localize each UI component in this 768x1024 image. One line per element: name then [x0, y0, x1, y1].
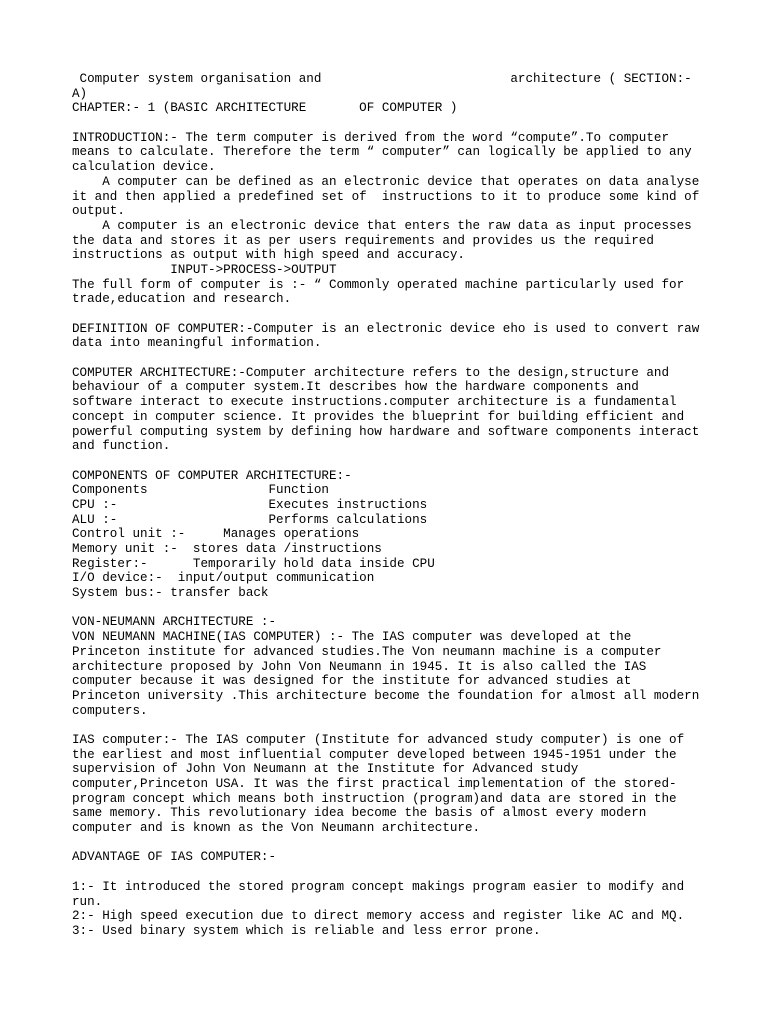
- text-line: DEFINITION OF COMPUTER:-Computer is an electronic device eho is used to convert raw: [72, 321, 700, 336]
- text-line: computers.: [72, 703, 148, 718]
- paragraph-gap: [72, 454, 712, 469]
- text-line: powerful computing system by defining how hardware and software components interact: [72, 424, 700, 439]
- text-line: behaviour of a computer system.It describes how the hardware components and: [72, 380, 639, 395]
- text-line: CPU :- Executes instructions: [72, 497, 428, 512]
- text-line: trade,education and research.: [72, 292, 292, 307]
- text-line: 1:- It introduced the stored program concept makings program easier to modify and: [72, 879, 685, 894]
- text-line: The full form of computer is :- “ Commonly operated machine particularly used for: [72, 277, 685, 292]
- text-line: Control unit :- Manages operations: [72, 527, 360, 542]
- text-line: A): [72, 86, 88, 101]
- text-line: data into meaningful information.: [72, 336, 322, 351]
- ias-computer-section: [72, 733, 712, 836]
- text-line: the data and stores it as per users requirements and provides us the required: [72, 233, 654, 248]
- text-line: CHAPTER:- 1 (BASIC ARCHITECTURE OF COMPUTER ): [72, 101, 458, 116]
- text-line: Princeton institute for advanced studies.The Von neumann machine is a computer: [72, 644, 662, 659]
- text-line: I/O device:- input/output communication: [72, 571, 375, 586]
- components-section: [72, 469, 712, 601]
- paragraph-gap: [72, 601, 712, 616]
- text-line: COMPONENTS OF COMPUTER ARCHITECTURE:-: [72, 468, 352, 483]
- computer-architecture-section: [72, 366, 712, 454]
- text-line: ALU :- Performs calculations: [72, 512, 428, 527]
- text-line: same memory. This revolutionary idea become the basis of almost every modern: [72, 806, 647, 821]
- paragraph-gap: [72, 116, 712, 131]
- paragraph-gap: [72, 865, 712, 880]
- text-line: output.: [72, 204, 125, 219]
- advantage-heading-section: [72, 850, 712, 865]
- text-line: 3:- Used binary system which is reliable and less error prone.: [72, 923, 541, 938]
- von-neumann-section: [72, 615, 712, 718]
- text-line: computer,Princeton USA. It was the first practical implementation of the stored-: [72, 777, 677, 791]
- text-line: VON NEUMANN MACHINE(IAS COMPUTER) :- The IAS computer was developed at the: [72, 630, 632, 645]
- document-page: [72, 72, 712, 939]
- text-line: it and then applied a predefined set of instructions to it to produce some kind of: [72, 189, 700, 204]
- text-line: Components Function: [72, 483, 329, 498]
- text-line: software interact to execute instructions.computer architecture is a fundamental: [72, 395, 677, 410]
- text-line: computer and is known as the Von Neumann architecture.: [72, 821, 481, 836]
- paragraph-gap: [72, 351, 712, 366]
- paragraph-gap: [72, 836, 712, 851]
- text-line: COMPUTER ARCHITECTURE:-Computer architecture refers to the design,structure and: [72, 365, 670, 380]
- advantages-list-section: [72, 880, 712, 939]
- text-line: run.: [72, 894, 103, 909]
- text-line: calculation device.: [72, 160, 216, 175]
- paragraph-gap: [72, 307, 712, 322]
- text-line: VON-NEUMANN ARCHITECTURE :-: [72, 615, 277, 630]
- text-line: architecture proposed by John Von Neumann in 1945. It is also called the IAS: [72, 659, 647, 674]
- introduction-section: [72, 131, 712, 307]
- text-line: the earliest and most influential computer developed between 1945-1951 under the: [72, 747, 677, 762]
- text-line: concept in computer science. It provides the blueprint for building efficient and: [72, 409, 685, 424]
- text-line: System bus:- transfer back: [72, 586, 269, 601]
- text-line: INTRODUCTION:- The term computer is derived from the word “compute”.To computer: [72, 130, 670, 145]
- text-line: instructions as output with high speed and accuracy.: [72, 248, 465, 263]
- text-line: INPUT->PROCESS->OUTPUT: [72, 262, 337, 277]
- text-line: A computer is an electronic device that enters the raw data as input processes: [72, 218, 692, 233]
- text-line: A computer can be defined as an electronic device that operates on data analyse: [72, 174, 700, 189]
- text-line: 2:- High speed execution due to direct memory access and register like AC and MQ.: [72, 909, 685, 924]
- paragraph-gap: [72, 718, 712, 733]
- text-line: and function.: [72, 439, 171, 454]
- text-line: Memory unit :- stores data /instructions: [72, 542, 382, 556]
- text-line: Princeton university .This architecture become the foundation for almost all modern: [72, 688, 700, 703]
- text-line: means to calculate. Therefore the term “ computer” can logically be applied to any: [72, 145, 692, 160]
- text-line: Register:- Temporarily hold data inside CPU: [72, 556, 435, 571]
- text-line: supervision of John Von Neumann at the Institute for Advanced study: [72, 762, 579, 777]
- text-line: IAS computer:- The IAS computer (Institute for advanced study computer) is one of: [72, 732, 685, 747]
- text-line: computer because it was designed for the institute for advanced studies at: [72, 674, 632, 689]
- definition-section: [72, 322, 712, 351]
- text-line: ADVANTAGE OF IAS COMPUTER:-: [72, 850, 277, 865]
- text-line: Computer system organisation and architecture ( SECTION:-: [72, 72, 692, 86]
- text-line: program concept which means both instruction (program)and data are stored in the: [72, 791, 677, 806]
- header-section: [72, 72, 712, 116]
